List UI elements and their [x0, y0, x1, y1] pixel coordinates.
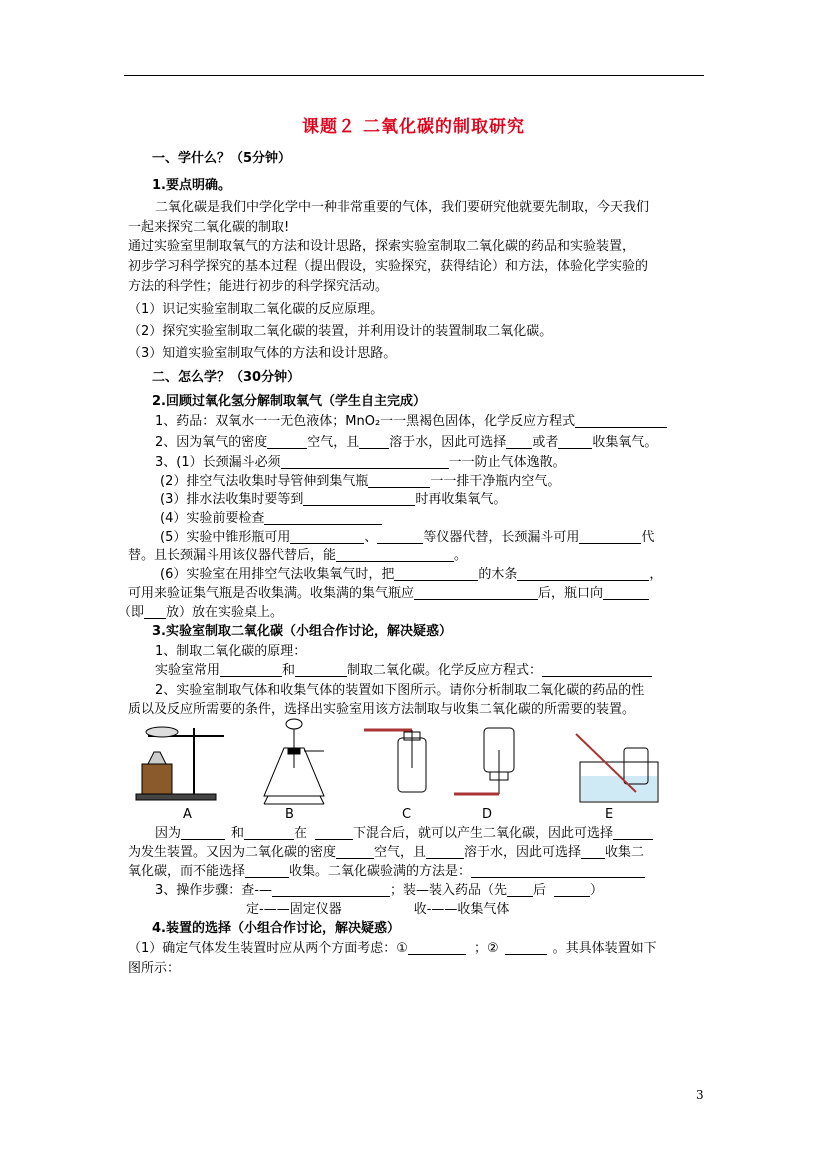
- answer-blank[interactable]: [581, 844, 605, 859]
- figure-label-a: A: [183, 807, 192, 822]
- apparatus-d-inverted-bottle: [454, 728, 514, 794]
- answer-blank[interactable]: [506, 434, 532, 449]
- answer-blank[interactable]: [245, 863, 289, 878]
- answer-blank[interactable]: [244, 825, 294, 840]
- figure-label-d: D: [482, 807, 493, 822]
- question-line: 替。且长颈漏斗用该仪器代替后，能 。: [128, 548, 468, 563]
- section-1-subheading: 1.要点明确。: [152, 178, 231, 193]
- question-line: 1、药品：双氧水一一无色液体；MnO₂一一黑褐色固体，化学反应方程式: [155, 413, 667, 431]
- question-line: 1、制取二氧化碳的原理：: [155, 644, 307, 659]
- answer-blank[interactable]: [575, 413, 667, 428]
- question-line: 图所示：: [128, 961, 181, 976]
- question-line: (3）排水法收集时要等到 时再收集氧气。: [160, 492, 507, 507]
- answer-blank[interactable]: [408, 940, 466, 955]
- question-line: （1）确定气体发生装置时应从两个方面考虑：① ；② 。其具体装置如下: [128, 941, 657, 956]
- answer-blank[interactable]: [603, 585, 649, 600]
- question-line: 3、(1）长颈漏斗必须 一一防止气体逸散。: [155, 455, 566, 470]
- answer-blank[interactable]: [181, 825, 225, 840]
- question-line: 氧化碳，而不能选择 收集。二氧化碳验满的方法是：: [128, 863, 645, 881]
- question-line: （即 放）放在实验桌上。: [118, 605, 284, 620]
- question-line: (2）排空气法收集时导管伸到集气瓶 一一排干净瓶内空气。: [160, 474, 561, 489]
- question-line: 2、实验室制取气体和收集气体的装置如下图所示。请你分析制取二氧化碳的药品的性: [155, 683, 645, 698]
- question-line: (5）实验中锥形瓶可用 、 等仪器代替，长颈漏斗可用 代: [160, 530, 655, 545]
- section-4-subheading: 4.装置的选择（小组合作讨论，解决疑惑）: [152, 921, 400, 936]
- figure-label-c: C: [402, 807, 412, 822]
- answer-blank[interactable]: [336, 844, 374, 859]
- answer-blank[interactable]: [359, 434, 389, 449]
- question-line: 2、因为氧气的密度 空气，且 溶于水，因此可选择 或者 收集氧气。: [155, 435, 658, 450]
- question-line: 因为 和 在 下混合后，就可以产生二氧化碳，因此可选择: [155, 825, 653, 843]
- answer-blank[interactable]: [558, 434, 592, 449]
- answer-blank[interactable]: [377, 529, 423, 544]
- page-number: 3: [696, 1088, 704, 1102]
- answer-blank[interactable]: [542, 662, 652, 677]
- page-title: 课题２ 二氧化碳的制取研究: [302, 117, 525, 137]
- answer-blank[interactable]: [220, 662, 282, 677]
- answer-blank[interactable]: [290, 529, 364, 544]
- answer-blank[interactable]: [272, 882, 390, 897]
- section-3-subheading: 3.实验室制取二氧化碳（小组合作讨论，解决疑惑）: [152, 624, 452, 639]
- section-1-heading: 一、学什么？（5分钟）: [152, 151, 292, 166]
- answer-blank[interactable]: [517, 566, 649, 581]
- answer-blank[interactable]: [505, 940, 547, 955]
- answer-blank[interactable]: [264, 510, 382, 525]
- question-line: 质以及反应所需要的条件，选择出实验室用该方法制取与收集二氧化碳的所需要的装置。: [128, 702, 636, 717]
- paragraph-line: 一起来探究二氧化碳的制取!: [128, 220, 290, 235]
- answer-blank[interactable]: [315, 825, 353, 840]
- answer-blank[interactable]: [554, 882, 590, 897]
- answer-blank[interactable]: [281, 454, 449, 469]
- answer-blank[interactable]: [507, 882, 533, 897]
- apparatus-c-gas-bottle: [364, 730, 426, 792]
- step-line: 定-——固定仪器 收-——收集气体: [246, 902, 510, 917]
- paragraph-line: 初步学习科学探究的基本过程（提出假设，实验探究，获得结论）和方法，体验化学实验的: [128, 259, 649, 274]
- answer-blank[interactable]: [295, 662, 347, 677]
- answer-blank[interactable]: [426, 844, 464, 859]
- question-line: (4）实验前要检查: [160, 510, 382, 528]
- section-2-subheading: 2.回顾过氧化氢分解制取氧气（学生自主完成）: [152, 394, 426, 409]
- answer-blank[interactable]: [336, 547, 454, 562]
- answer-blank[interactable]: [368, 473, 430, 488]
- figure-label-b: B: [285, 807, 294, 822]
- paragraph-line: 方法的科学性；能进行初步的科学探究活动。: [128, 279, 389, 294]
- answer-blank[interactable]: [471, 863, 645, 878]
- answer-blank[interactable]: [303, 491, 415, 506]
- goal-item: （2）探究实验室制取二氧化碳的装置，并利用设计的装置制取二氧化碳。: [128, 324, 553, 339]
- answer-blank[interactable]: [144, 604, 166, 619]
- apparatus-e-water-trough: [576, 734, 658, 802]
- answer-blank[interactable]: [613, 825, 653, 840]
- answer-blank[interactable]: [414, 585, 538, 600]
- answer-blank[interactable]: [579, 529, 641, 544]
- goal-item: （3）知道实验室制取气体的方法和设计思路。: [128, 346, 397, 361]
- question-line: (6）实验室在用排空气法收集氧气时，把 的木条 ，: [160, 567, 663, 582]
- figure-label-e: E: [605, 807, 614, 822]
- answer-blank[interactable]: [267, 434, 307, 449]
- question-line: 为发生装置。又因为二氧化碳的密度 空气，且 溶于水，因此可选择 收集二: [128, 845, 645, 860]
- apparatus-a-heating-setup: [136, 727, 224, 800]
- question-line: 3、操作步骤：查-— ；装—装入药品（先 后 ）: [155, 883, 604, 898]
- paragraph-line: 通过实验室里制取氧气的方法和设计思路，探索实验室制取二氧化碳的药品和实验装置，: [128, 239, 636, 254]
- section-2-heading: 二、怎么学？（30分钟）: [152, 370, 301, 385]
- apparatus-figure: [128, 718, 718, 826]
- question-line: 实验室常用 和 制取二氧化碳。化学反应方程式：: [155, 662, 652, 680]
- header-rule: [124, 75, 704, 76]
- apparatus-b-conical-flask: [264, 719, 324, 804]
- paragraph-line: 二氧化碳是我们中学化学中一种非常重要的气体，我们要研究他就要先制取，今天我们: [155, 200, 650, 215]
- answer-blank[interactable]: [394, 566, 478, 581]
- question-line: 可用来验证集气瓶是否收集满。收集满的集气瓶应 后，瓶口向: [128, 585, 649, 603]
- goal-item: （1）识记实验室制取二氧化碳的反应原理。: [128, 302, 384, 317]
